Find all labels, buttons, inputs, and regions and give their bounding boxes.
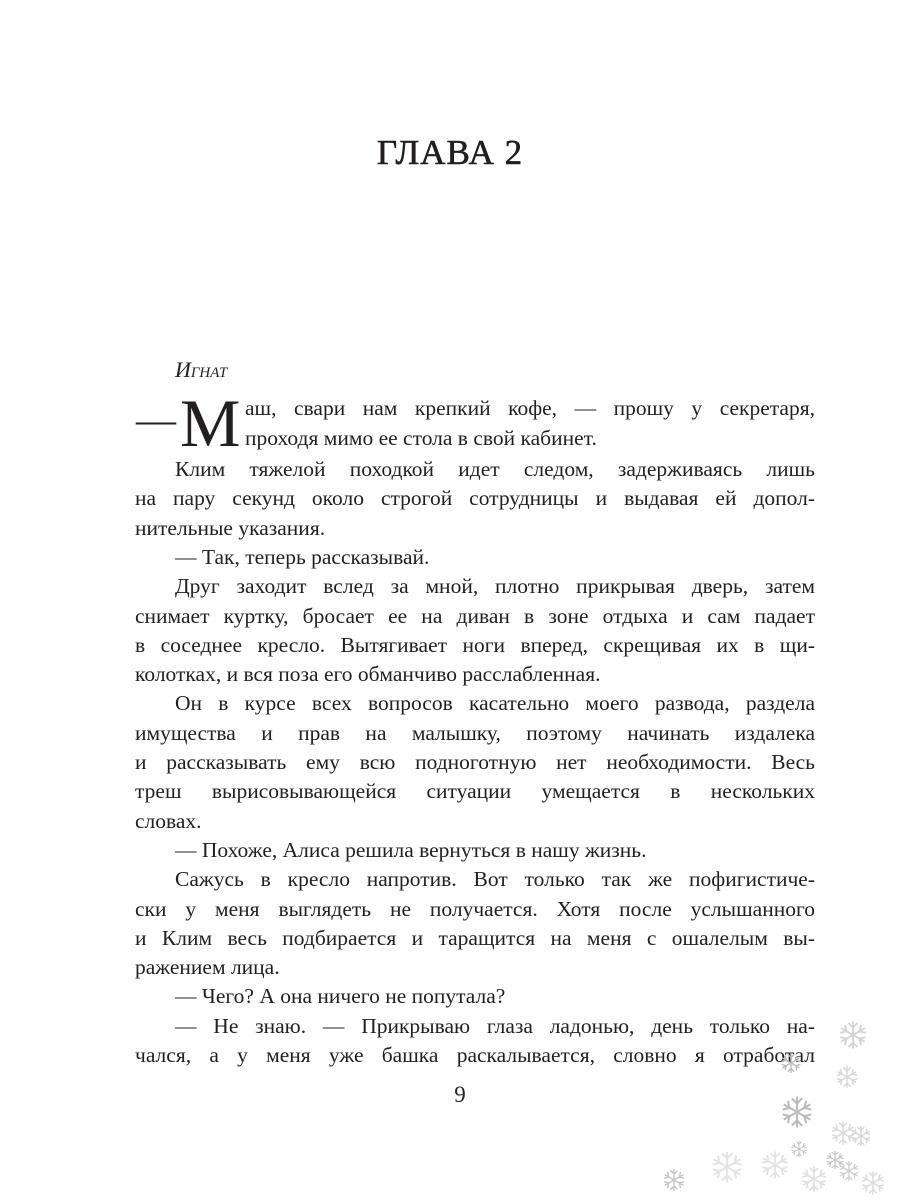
snowflake-icon xyxy=(850,1125,872,1147)
drop-cap-dash: — xyxy=(136,397,176,442)
text-line: нительные указания. xyxy=(135,515,326,540)
text-line: — Не знаю. — Прикрываю глаза ладонью, день только на- xyxy=(175,1013,815,1038)
snowflake-icon xyxy=(662,1168,686,1192)
text-line: и рассказывать ему всю подноготную нет необходимости. Весь xyxy=(135,750,815,774)
snowflake-icon xyxy=(860,1170,886,1196)
text-line: — Похоже, Алиса решила вернуться в нашу жизнь. xyxy=(175,837,647,862)
snowflake-icon xyxy=(710,1150,744,1184)
snowflake-icon xyxy=(760,1150,790,1180)
text-line: снимает куртку, бросает ее на диван в зоне отдыха и сам падает xyxy=(135,603,815,628)
drop-cap-letter: М xyxy=(180,385,241,461)
snowflake-icon xyxy=(780,1052,802,1074)
text-line: треш вырисовывающейся ситуации умещается в нескольких xyxy=(135,779,815,804)
text-line: на пару секунд около строгой сотрудницы и выдавая ей допол- xyxy=(135,486,815,511)
snowflake-icon xyxy=(838,1020,868,1050)
snowflake-icon xyxy=(790,1140,808,1158)
snowflake-icon xyxy=(838,1160,860,1182)
text-line: Он в курсе всех вопросов касательно моего развода, раздела xyxy=(175,691,815,716)
pov-character-name: Игнат xyxy=(175,357,228,382)
text-line: колотках, и вся поза его обманчиво расслабленная. xyxy=(135,662,601,687)
text-line: Сажусь в кресло напротив. Вот только так же пофигистиче- xyxy=(175,867,815,892)
text-line: чался, а у меня уже башка раскалывается, словно я отработал xyxy=(135,1043,815,1067)
snowflake-icon xyxy=(800,1165,828,1193)
snowflake-icon xyxy=(780,1095,814,1129)
text-line: словах. xyxy=(135,808,202,833)
text-line: в соседнее кресло. Вытягивает ноги вперед, скрещивая их в щи- xyxy=(135,632,815,657)
text-line: ски у меня выглядеть не получается. Хотя после услышанного xyxy=(135,896,815,921)
text-line: — Чего? А она ничего не попутала? xyxy=(175,984,506,1009)
text-line: Клим тяжелой походкой идет следом, задерживаясь лишь xyxy=(175,457,815,481)
snowflake-icon xyxy=(835,1065,859,1089)
chapter-title: ГЛАВА 2 xyxy=(376,133,524,172)
text-line: аш, свари нам крепкий кофе, — прошу у секретаря, xyxy=(245,396,815,420)
page-number: 9 xyxy=(454,1082,466,1107)
text-line: Друг заходит вслед за мной, плотно прикрывая дверь, затем xyxy=(175,574,815,599)
text-line: проходя мимо ее стола в свой кабинет. xyxy=(245,426,597,450)
text-line: ражением лица. xyxy=(135,955,280,980)
text-line: имущества и прав на малышку, поэтому начинать издалека xyxy=(135,720,815,745)
text-line: — Так, теперь рассказывай. xyxy=(175,544,430,569)
text-line: и Клим весь подбирается и таращится на меня с ошалелым вы- xyxy=(135,925,815,950)
